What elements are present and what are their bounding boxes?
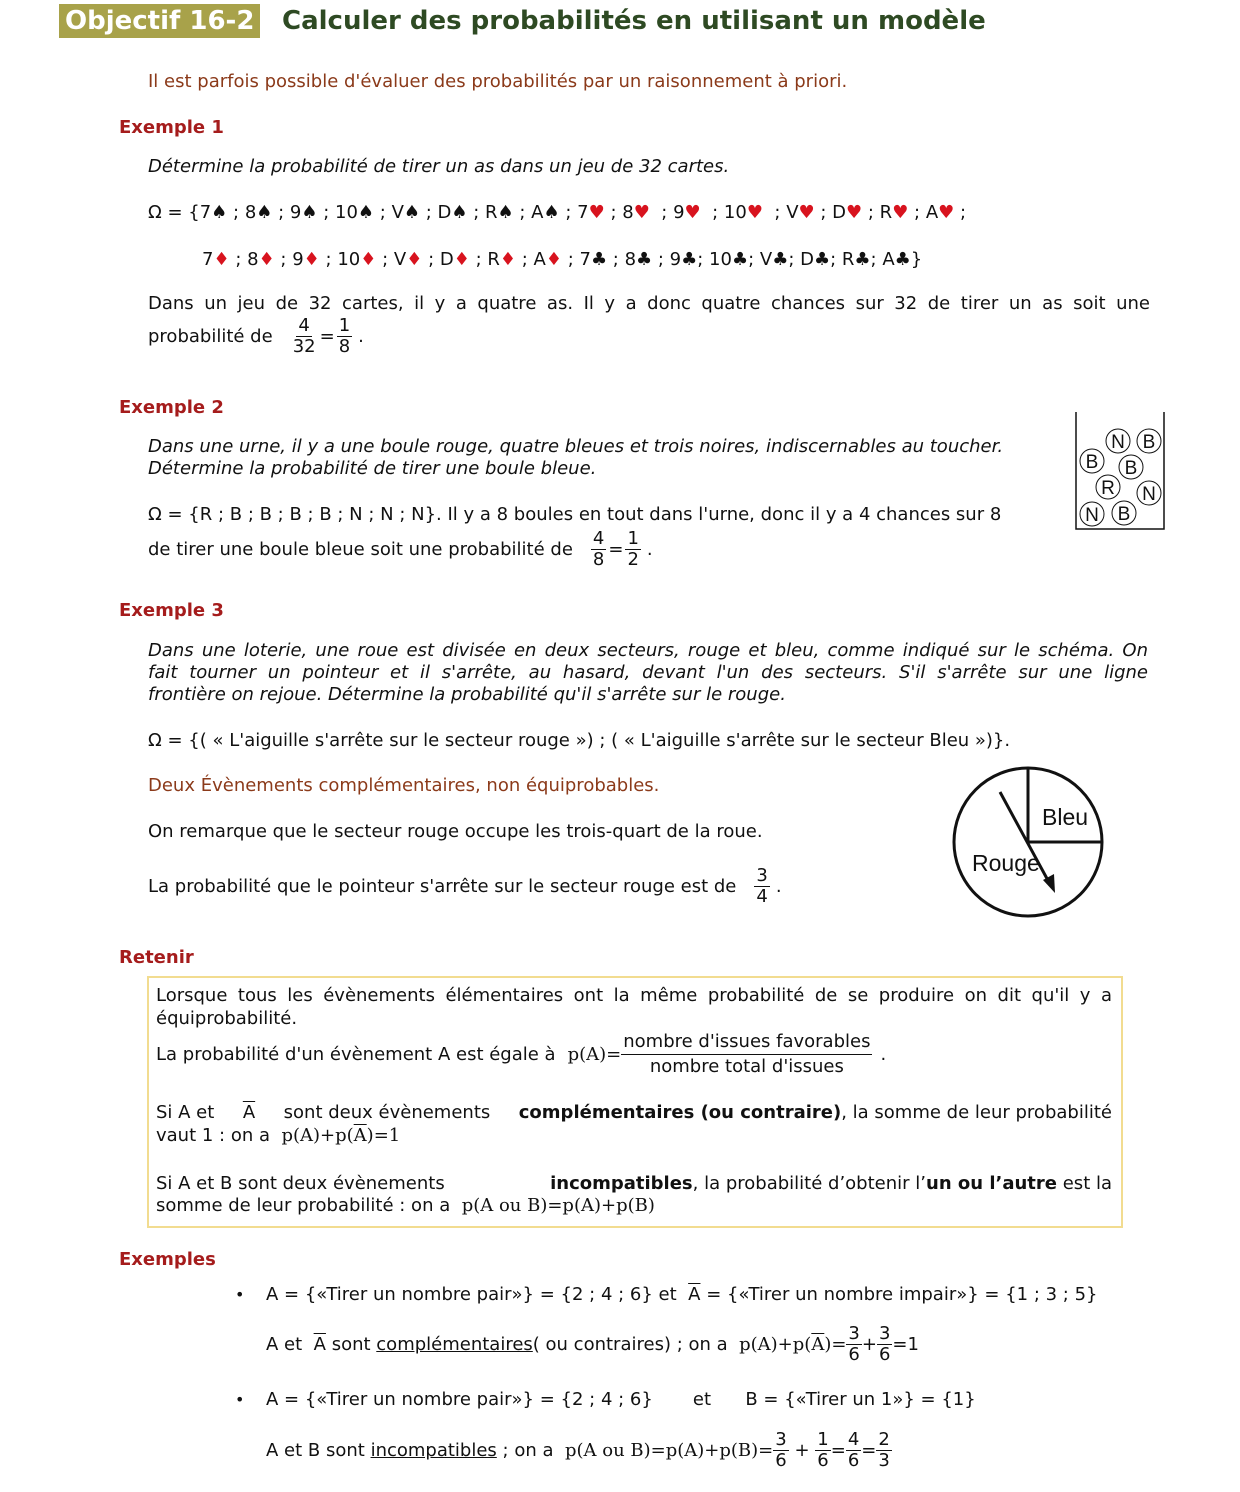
example-2-question-line-2: Détermine la probabilité de tirer une boule bleue. [148, 458, 597, 479]
urn-ball [1112, 501, 1136, 525]
fraction: $\frac{3}{4}$ [756, 865, 768, 907]
fraction: $\frac{4}{8}$ [592, 528, 605, 570]
example-3-probability: La probabilité que le pointeur s'arrête sur le secteur rouge est de $\frac{3}{4}$ . [148, 865, 782, 907]
retenir-heading: Retenir [119, 947, 194, 968]
fraction: $\frac{3}{6}$ [878, 1323, 891, 1365]
exemples-heading: Exemples [119, 1249, 216, 1270]
svg-text:B: B [1142, 432, 1156, 453]
svg-text:R: R [1101, 478, 1115, 499]
example-1-answer-line-1: Dans un jeu de 32 cartes, il y a quatre as. Il y a donc quatre chances sur 32 de tirer un as soit une [148, 293, 1150, 314]
example-1-omega-line-1: Ω = {7♠ ; 8♠ ; 9♠ ; 10♠ ; V♠ ; D♠ ; R♠ ; A♠ ; 7♥ ; 8♥ ; 9♥ ; 10♥ ; V♥ ; D♥ ; R♥ ; A♥ ; [148, 202, 967, 223]
urn-ball [1119, 455, 1143, 479]
retenir-p1-line2: équiprobabilité. [156, 1008, 298, 1029]
fraction: $\frac{1}{6}$ [817, 1429, 829, 1471]
fraction: $\frac{1}{8}$ [338, 315, 351, 357]
retenir-p3-line1: Si A et $\overline{A}$ sont deux évènements complémentaires (ou contraire), la somme de leur probabilité [156, 1102, 1112, 1123]
example-3-question-line-2: fait tourner un pointeur et il s'arrête, au hasard, devant l'un des secteurs. S'il s'arrête sur une ligne [148, 662, 1148, 683]
fraction: $\frac{3}{6}$ [775, 1429, 787, 1471]
example-2-answer-line-2: de tirer une boule bleue soit une probabilité de $\frac{4}{8}$ = $\frac{1}{2}$ . [148, 528, 653, 570]
svg-text:N: N [1142, 484, 1156, 505]
urn-ball [1137, 481, 1161, 505]
urn-ball [1096, 475, 1120, 499]
wheel-label-bleu: Bleu [1042, 804, 1089, 830]
example-1-question: Détermine la probabilité de tirer un as dans un jeu de 32 cartes. [148, 156, 730, 177]
example-2-answer-line-1: Ω = {R ; B ; B ; B ; B ; N ; N ; N}. Il y a 8 boules en tout dans l'urne, donc il y a 4 chances sur 8 [148, 504, 1002, 525]
retenir-p3-line2: vaut 1 : on a $p(A)+p(\overline{A})=1$ [156, 1125, 401, 1146]
page-title: Calculer des probabilités en utilisant un modèle [282, 6, 986, 36]
example-1-heading: Exemple 1 [119, 117, 224, 138]
fraction: $\frac{1}{2}$ [627, 528, 639, 570]
example-3-events: Deux Évènements complémentaires, non équiprobables. [148, 775, 660, 796]
example-1-answer-line-2: probabilité de $\frac{4}{32}$ = $\frac{1}{8}$ . [148, 315, 364, 357]
urn-ball [1137, 429, 1161, 453]
svg-text:N: N [1111, 432, 1125, 453]
svg-text:N: N [1085, 505, 1099, 526]
example-1-omega-line-2: 7♦ ; 8♦ ; 9♦ ; 10♦ ; V♦ ; D♦ ; R♦ ; A♦ ; 7♣ ; 8♣ ; 9♣; 10♣; V♣; D♣; R♣; A♣} [202, 249, 923, 270]
svg-text:B: B [1124, 458, 1138, 479]
urn-diagram [1074, 410, 1168, 532]
fraction: $\frac{4}{6}$ [847, 1429, 860, 1471]
fraction: $\frac{3}{6}$ [848, 1323, 860, 1365]
svg-text:B: B [1117, 504, 1131, 525]
example-3-question-line-3: frontière on rejoue. Détermine la probabilité qu'il s'arrête sur le rouge. [148, 684, 786, 705]
urn-ball [1080, 449, 1104, 473]
wheel-label-rouge: Rouge [972, 850, 1040, 876]
urn-ball [1106, 429, 1130, 453]
urn-ball [1080, 502, 1104, 526]
svg-text:B: B [1085, 452, 1099, 473]
example-2-heading: Exemple 2 [119, 397, 224, 418]
fraction: $\frac{4}{32}$ [292, 315, 316, 357]
exemples-b1-line2: A et $\overline{A}$ sont complémentaires ( ou contraires) ; on a p(A)+p( $\overline{A}$ )= $\frac{3}{6}$ + $\frac{3}{6}$ =1 [266, 1323, 919, 1365]
exemples-b1-line1: A = {«Tirer un nombre pair»} = {2 ; 4 ; 6} et $\overline{A}$ = {«Tirer un nombre impair»} = {1 ; 3 ; 5} [266, 1284, 1098, 1305]
example-3-heading: Exemple 3 [119, 600, 224, 621]
example-3-remark: On remarque que le secteur rouge occupe les trois-quart de la roue. [148, 821, 763, 842]
intro-text: Il est parfois possible d'évaluer des probabilités par un raisonnement à priori. [148, 71, 848, 92]
example-2-question-line-1: Dans une urne, il y a une boule rouge, quatre bleues et trois noires, indiscernables au toucher. [148, 436, 1004, 457]
bullet-icon: • [235, 1285, 245, 1304]
bullet-icon: • [235, 1390, 245, 1409]
fraction: $\frac{2}{3}$ [878, 1429, 890, 1471]
fraction: $\frac{\text{nombre d'issues favorables}}{\text{nombre total d'issues}}$ [623, 1031, 871, 1077]
exemples-b2-line1: A = {«Tirer un nombre pair»} = {2 ; 4 ; 6} et B = {«Tirer un 1»} = {1} [266, 1389, 976, 1410]
retenir-p4-line2: somme de leur probabilité : on a p(A ou B)=p(A)+p(B) [156, 1195, 655, 1216]
lottery-wheel [948, 762, 1108, 922]
objective-badge: Objectif 16-2 [59, 4, 260, 38]
exemples-b2-line2: A et B sont incompatibles ; on a p(A ou B)=p(A)+p(B)= $\frac{3}{6}$ + $\frac{1}{6}$ = $\frac{4}{6}$ = $\frac{2}{3}$ [266, 1429, 890, 1471]
retenir-p1-line1: Lorsque tous les évènements élémentaires ont la même probabilité de se produire on dit qu'il y a [156, 985, 1112, 1006]
example-3-question-line-1: Dans une loterie, une roue est divisée en deux secteurs, rouge et bleu, comme indiqué sur le schéma. On [148, 640, 1148, 661]
example-3-omega: Ω = {( « L'aiguille s'arrête sur le secteur rouge ») ; ( « L'aiguille s'arrête sur le secteur Bleu »)}. [148, 730, 1011, 751]
retenir-probability-formula: La probabilité d'un évènement A est égale à p(A)= $\frac{\text{nombre d'issues favorables}}{\text{nombre total d'issues}}$ . [156, 1031, 887, 1077]
retenir-p4-line1: Si A et B sont deux évènements incompatibles, la probabilité d’obtenir l’un ou l’autre est la [156, 1173, 1112, 1194]
